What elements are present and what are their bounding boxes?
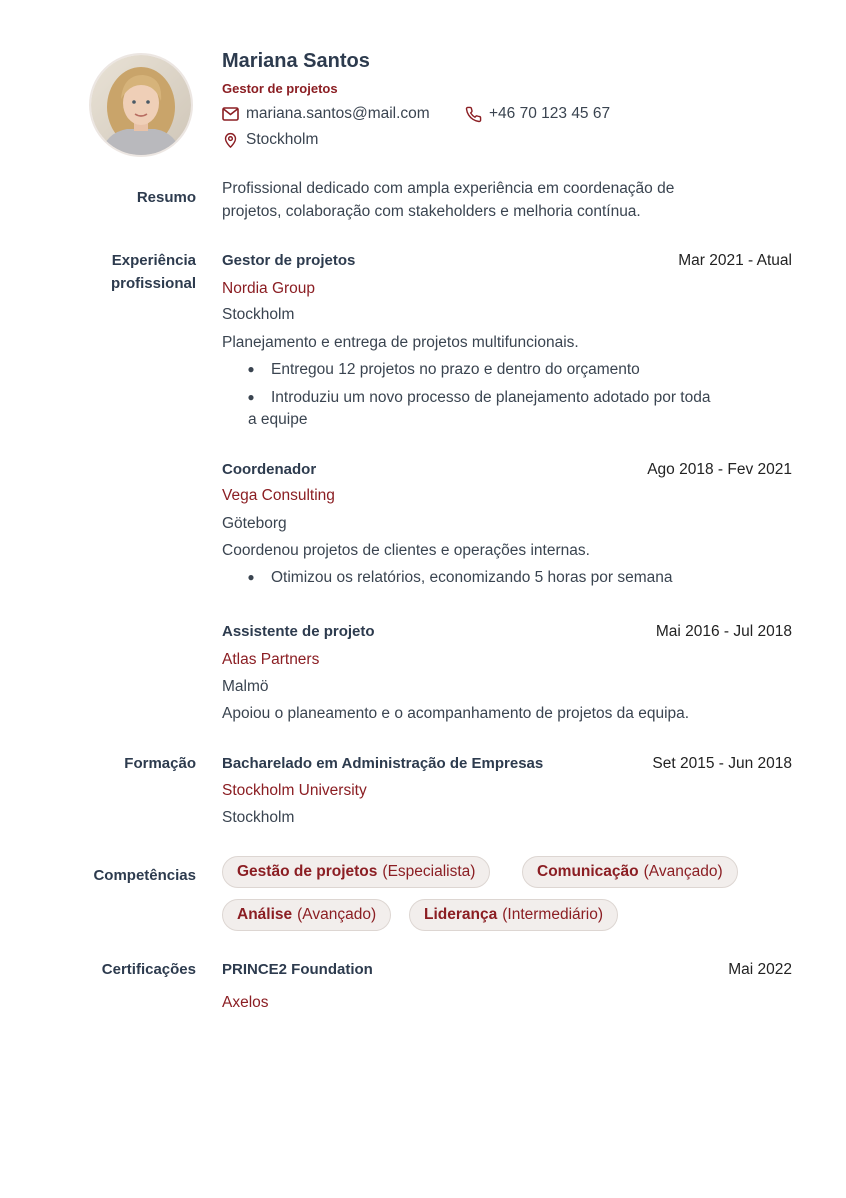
section-label-line: Experiência [111, 252, 196, 269]
envelope-icon [222, 107, 239, 121]
email-contact[interactable] [222, 105, 430, 123]
skill-name: Liderança [424, 906, 498, 923]
skill-name: Comunicação [537, 863, 639, 880]
job-description: Coordenou projetos de clientes e operações internas. [222, 542, 590, 559]
skill-level: (Avançado) [643, 863, 723, 880]
job-dates: Ago 2018 - Fev 2021 [647, 461, 792, 478]
job-location: Malmö [222, 678, 269, 695]
job-company: Nordia Group [222, 280, 316, 297]
job-bullet: Otimizou os relatórios, economizando 5 horas por semana [271, 569, 673, 586]
certification-name: PRINCE2 Foundation [222, 961, 373, 978]
skill-level: (Intermediário) [502, 906, 604, 923]
job-role: Assistente de projeto [222, 623, 375, 640]
section-label-education: Formação [124, 755, 196, 772]
education-dates: Set 2015 - Jun 2018 [652, 755, 792, 772]
job-bullet: Entregou 12 projetos no prazo e dentro do orçamento [271, 361, 640, 378]
job-bullet-continuation: a equipe [248, 411, 308, 428]
map-pin-icon [222, 131, 239, 149]
skill-name: Gestão de projetos [237, 863, 378, 880]
job-company: Vega Consulting [222, 487, 335, 504]
candidate-name: Mariana Santos [222, 50, 370, 72]
job-title: Gestor de projetos [222, 81, 338, 96]
job-location: Stockholm [222, 306, 295, 323]
email-text: mariana.santos@mail.com [246, 105, 430, 122]
summary-line: Profissional dedicado com ampla experiência em coordenação de [222, 180, 675, 197]
education-location: Stockholm [222, 809, 295, 826]
job-company: Atlas Partners [222, 651, 320, 668]
bullet-dot: ● [247, 362, 255, 376]
job-description: Apoiou o planeamento e o acompanhamento de projetos da equipa. [222, 705, 690, 722]
certification-date: Mai 2022 [728, 961, 792, 978]
skill-name: Análise [237, 906, 293, 923]
skill-chip [222, 899, 391, 931]
skill-level: (Avançado) [297, 906, 377, 923]
section-label-summary: Resumo [136, 189, 196, 206]
certification-issuer: Axelos [222, 994, 269, 1011]
section-label-certifications: Certificações [101, 961, 196, 978]
skill-chip [522, 856, 738, 888]
job-role: Coordenador [222, 461, 317, 478]
phone-contact[interactable] [465, 105, 610, 123]
education-degree: Bacharelado em Administração de Empresas [222, 755, 544, 772]
job-role: Gestor de projetos [222, 252, 356, 269]
skill-chip [409, 899, 618, 931]
education-school: Stockholm University [222, 782, 367, 799]
phone-text: +46 70 123 45 67 [489, 105, 611, 122]
section-label-line: profissional [110, 275, 196, 292]
job-description: Planejamento e entrega de projetos multifuncionais. [222, 334, 579, 351]
job-dates: Mar 2021 - Atual [678, 252, 792, 269]
job-location: Göteborg [222, 515, 287, 532]
skill-level: (Especialista) [382, 863, 476, 880]
job-bullet: Introduziu um novo processo de planejamento adotado por toda [271, 389, 711, 406]
profile-photo [89, 53, 193, 157]
phone-icon [465, 106, 482, 123]
location-contact [222, 131, 318, 149]
section-label-experience [40, 249, 196, 295]
section-label-skills: Competências [93, 867, 196, 884]
job-dates: Mai 2016 - Jul 2018 [655, 623, 792, 640]
summary-line: projetos, colaboração com stakeholders e melhoria contínua. [222, 203, 641, 220]
location-text: Stockholm [246, 131, 319, 148]
bullet-dot: ● [247, 390, 255, 404]
bullet-dot: ● [247, 570, 255, 584]
skill-chip [222, 856, 490, 888]
